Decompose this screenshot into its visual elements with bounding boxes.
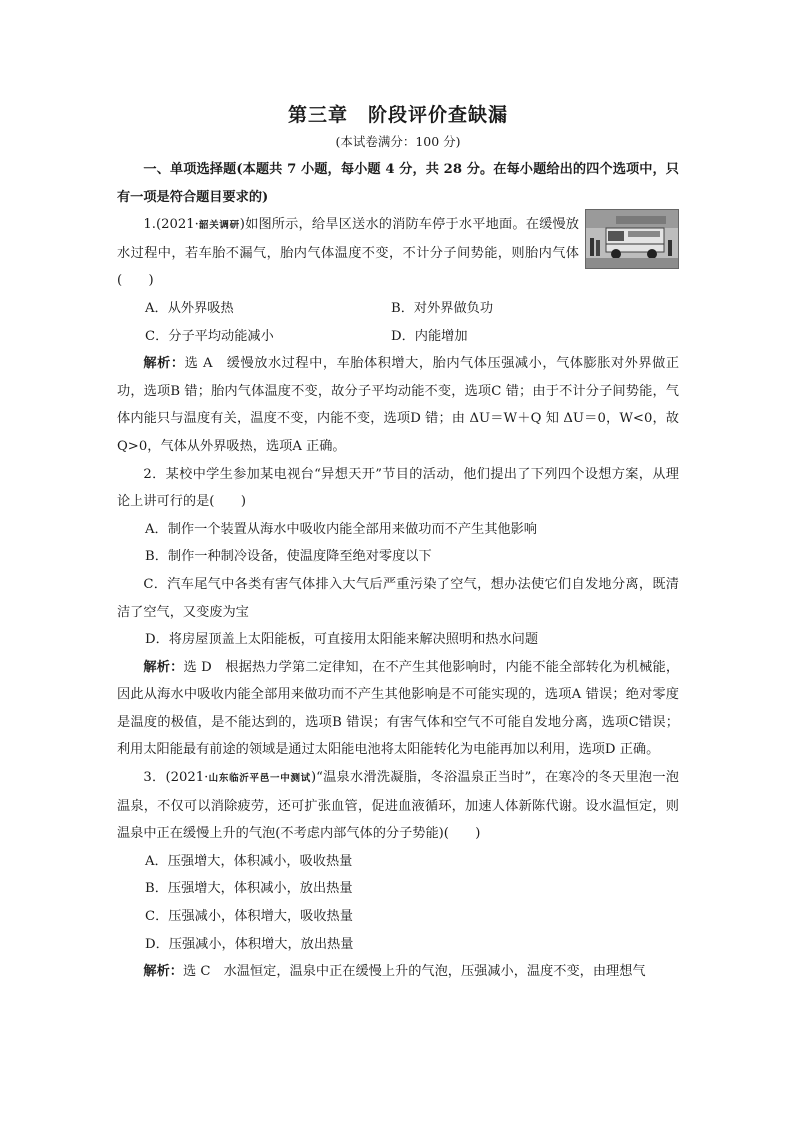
question-1-options-row2	[117, 323, 679, 351]
question-1-analysis: 解析：选 A 缓慢放水过程中，车胎体积增大，胎内气体压强减小，气体膨胀对外界做正功，选项B 错；胎内气体温度不变，故分子平均动能不变，选项C 错；由于不计分子间势能，气体内能只与温度有关，温度不变，内能不变，选项D 错；由 ΔU＝W＋Q 知 ΔU＝0，W<0，故 Q>0，气体从外界吸热，选项A 正确。	[117, 356, 680, 454]
option-a: A．从外界吸热	[145, 300, 234, 316]
option-b: B．对外界做负功	[391, 300, 494, 316]
question-3-stem: 3．(2021·山东临沂平邑一中测试)“温泉水滑洗凝脂，冬浴温泉正当时”，在寒冷的冬天里泡一泡温泉，不仅可以消除疲劳，还可扩张血管，促进血液循环，加速人体新陈代谢。设水温恒定，则温泉中正在缓慢上升的气泡(不考虑内部气体的分子势能)( )	[117, 770, 679, 842]
question-1-options-row1	[117, 295, 679, 323]
page-subtitle: (本试卷满分：100 分)	[335, 134, 461, 149]
question-1-source: 韶关调研	[198, 220, 240, 232]
question-2	[117, 461, 679, 765]
section-desc: (本题共 7 小题，每小题 4 分，共 28 分。在每小题给出的四个选项中，只有一项是符合题目要求的)	[117, 162, 679, 205]
question-2-stem: 2．某校中学生参加某电视台“异想天开”节目的活动，他们提出了下列四个设想方案，从理论上讲可行的是( )	[117, 466, 679, 510]
question-1-stem: 1.(2021·韶关调研)如图所示，给旱区送水的消防车停于水平地面。在缓慢放水过程中，若车胎不漏气，胎内气体温度不变，不计分子间势能，则胎内气体( )	[117, 217, 579, 289]
question-2-analysis: 解析：选 D 根据热力学第二定律知，在不产生其他影响时，内能不能全部转化为机械能，因此从海水中吸收内能全部用来做功而不产生其他影响是不可能实现的，选项A 错误；绝对零度是温度的极值，是不能达到的，选项B 错误；有害气体和空气不可能自发地分离，选项C错误；利用太阳能最有前途的领域是通过太阳能电池将太阳能转化为电能再加以利用，选项D 正确。	[117, 659, 680, 758]
question-1	[117, 211, 679, 460]
question-3	[117, 764, 679, 986]
option-b: B．制作一种制冷设备，使温度降至绝对零度以下	[145, 549, 432, 565]
option-a: A．压强增大，体积减小，吸收热量	[145, 853, 353, 869]
option-c: C．汽车尾气中各类有害气体排入大气后严重污染了空气，想办法使它们自发地分离，既清洁了空气，又变废为宝	[117, 576, 679, 620]
fire-truck-photo-icon	[585, 209, 679, 269]
document-page	[117, 100, 679, 986]
option-b: B．压强增大，体积减小，放出热量	[145, 881, 353, 897]
option-d: D．将房屋顶盖上太阳能板，可直接用太阳能来解决照明和热水问题	[145, 632, 539, 648]
section-label: 一、单项选择题	[143, 162, 237, 177]
option-d: D．压强减小，体积增大，放出热量	[145, 936, 354, 952]
option-d: D．内能增加	[391, 328, 468, 344]
section-heading	[117, 156, 679, 211]
option-c: C．分子平均动能减小	[145, 328, 274, 344]
option-c: C．压强减小，体积增大，吸收热量	[145, 909, 353, 925]
question-3-analysis: 解析：选 C 水温恒定，温泉中正在缓慢上升的气泡，压强减小，温度不变，由理想气	[143, 964, 646, 980]
option-a: A．制作一个装置从海水中吸收内能全部用来做功而不产生其他影响	[145, 521, 537, 537]
page-title: 第三章 阶段评价查缺漏	[287, 104, 508, 126]
question-3-source: 山东临沂平邑一中测试	[208, 773, 311, 785]
